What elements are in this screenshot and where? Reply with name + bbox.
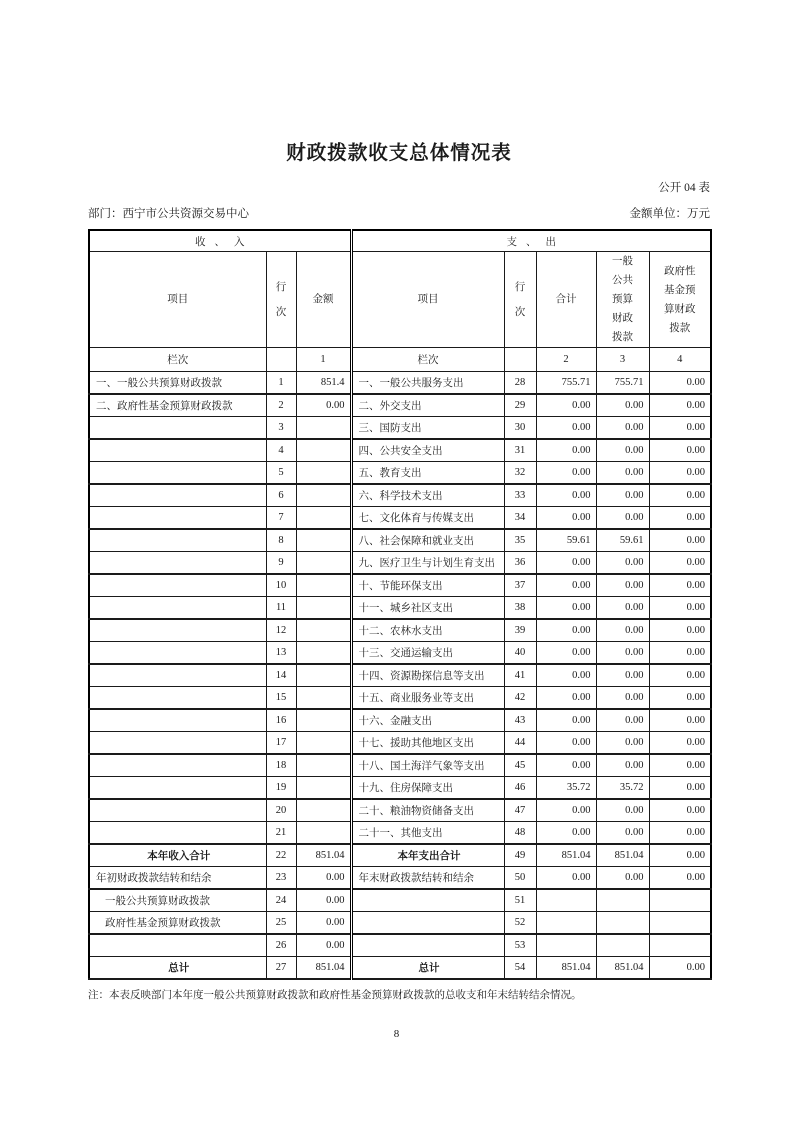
fiscal-appropriation-table	[88, 229, 712, 980]
expenditure-total-cell: 0.00	[536, 574, 596, 597]
expenditure-gov-fund-cell: 0.00	[649, 867, 711, 890]
expenditure-general-budget-cell: 0.00	[596, 394, 649, 417]
income-amount-cell: 0.00	[296, 394, 351, 417]
income-rowno-cell: 25	[266, 912, 296, 935]
income-item-cell	[89, 529, 266, 552]
income-item-cell	[89, 439, 266, 462]
income-rowno-cell: 15	[266, 687, 296, 710]
income-item-cell	[89, 754, 266, 777]
income-rowno-cell: 1	[266, 372, 296, 395]
expenditure-rowno-cell: 36	[504, 552, 536, 575]
expenditure-rowno-cell: 28	[504, 372, 536, 395]
column-header-row	[89, 252, 711, 348]
expenditure-rowno-cell: 52	[504, 912, 536, 935]
income-item-cell: 总计	[89, 957, 266, 980]
income-rowno-cell: 6	[266, 484, 296, 507]
income-item-cell	[89, 732, 266, 755]
income-rowno-cell: 13	[266, 642, 296, 665]
expenditure-rowno-cell: 35	[504, 529, 536, 552]
expenditure-general-budget-cell	[596, 889, 649, 912]
expenditure-total-cell: 59.61	[536, 529, 596, 552]
expenditure-rowno-cell: 32	[504, 462, 536, 485]
amount-unit-label: 金额单位：万元	[629, 208, 710, 220]
expenditure-total-cell	[536, 934, 596, 957]
expenditure-rowno-cell: 44	[504, 732, 536, 755]
expenditure-general-budget-cell: 755.71	[596, 372, 649, 395]
expenditure-general-budget-cell: 0.00	[596, 822, 649, 845]
expenditure-general-budget-cell: 0.00	[596, 552, 649, 575]
income-rowno-cell: 12	[266, 619, 296, 642]
expenditure-item-cell: 十四、资源勘探信息等支出	[351, 664, 504, 687]
income-rowno-cell: 17	[266, 732, 296, 755]
income-item-cell	[89, 462, 266, 485]
expenditure-rowno-cell: 47	[504, 799, 536, 822]
expenditure-item-cell	[351, 934, 504, 957]
income-amount-cell	[296, 754, 351, 777]
table-row	[89, 417, 711, 440]
expenditure-rowno-cell: 51	[504, 889, 536, 912]
expenditure-gov-fund-cell	[649, 912, 711, 935]
income-rowno-cell: 2	[266, 394, 296, 417]
expenditure-gov-fund-cell: 0.00	[649, 439, 711, 462]
expenditure-item-cell: 十七、援助其他地区支出	[351, 732, 504, 755]
expenditure-gov-fund-cell: 0.00	[649, 552, 711, 575]
expenditure-section-header: 支、出	[351, 230, 711, 252]
expenditure-rowno-cell: 43	[504, 709, 536, 732]
expenditure-total-cell: 851.04	[536, 844, 596, 867]
income-amount-cell	[296, 462, 351, 485]
expenditure-item-cell: 二十一、其他支出	[351, 822, 504, 845]
table-row	[89, 754, 711, 777]
expenditure-total-cell: 0.00	[536, 439, 596, 462]
table-row	[89, 394, 711, 417]
expenditure-total-cell: 0.00	[536, 507, 596, 530]
expenditure-gov-fund-cell: 0.00	[649, 619, 711, 642]
table-row	[89, 889, 711, 912]
lanci-general-col-no: 3	[596, 348, 649, 372]
table-body	[89, 372, 711, 980]
expenditure-general-budget-cell: 0.00	[596, 597, 649, 620]
income-item-cell	[89, 597, 266, 620]
table-row	[89, 552, 711, 575]
income-item-cell: 一般公共预算财政拨款	[89, 889, 266, 912]
table-row	[89, 822, 711, 845]
expenditure-total-cell: 0.00	[536, 664, 596, 687]
income-rowno-cell: 9	[266, 552, 296, 575]
income-item-cell: 本年收入合计	[89, 844, 266, 867]
expenditure-gov-fund-cell	[649, 889, 711, 912]
income-rowno-cell: 5	[266, 462, 296, 485]
expenditure-item-cell: 十六、金融支出	[351, 709, 504, 732]
expenditure-total-cell: 0.00	[536, 417, 596, 440]
income-amount-cell	[296, 574, 351, 597]
income-rowno-cell: 7	[266, 507, 296, 530]
income-rowno-cell: 26	[266, 934, 296, 957]
income-section-header: 收、入	[89, 230, 351, 252]
expenditure-general-budget-cell: 0.00	[596, 664, 649, 687]
expenditure-rowno-cell: 37	[504, 574, 536, 597]
expenditure-item-cell: 年末财政拨款结转和结余	[351, 867, 504, 890]
expenditure-item-cell: 十五、商业服务业等支出	[351, 687, 504, 710]
income-item-cell	[89, 799, 266, 822]
col-header-expenditure-total: 合计	[536, 252, 596, 348]
table-code-label: 公开 04 表	[658, 182, 710, 194]
expenditure-item-cell: 十、节能环保支出	[351, 574, 504, 597]
table-row	[89, 642, 711, 665]
income-rowno-cell: 23	[266, 867, 296, 890]
expenditure-item-cell: 五、教育支出	[351, 462, 504, 485]
expenditure-general-budget-cell: 0.00	[596, 619, 649, 642]
lanci-income-col-no: 1	[296, 348, 351, 372]
expenditure-item-cell: 本年支出合计	[351, 844, 504, 867]
income-rowno-cell: 20	[266, 799, 296, 822]
expenditure-total-cell: 0.00	[536, 709, 596, 732]
expenditure-general-budget-cell: 0.00	[596, 687, 649, 710]
income-amount-cell: 0.00	[296, 867, 351, 890]
expenditure-item-cell: 一、一般公共服务支出	[351, 372, 504, 395]
table-row	[89, 372, 711, 395]
expenditure-item-cell: 八、社会保障和就业支出	[351, 529, 504, 552]
expenditure-total-cell: 0.00	[536, 394, 596, 417]
document-content	[88, 137, 710, 1003]
expenditure-total-cell: 0.00	[536, 642, 596, 665]
section-header-row	[89, 230, 711, 252]
income-item-cell: 政府性基金预算财政拨款	[89, 912, 266, 935]
expenditure-total-cell: 755.71	[536, 372, 596, 395]
expenditure-gov-fund-cell: 0.00	[649, 462, 711, 485]
expenditure-gov-fund-cell: 0.00	[649, 574, 711, 597]
table-row	[89, 507, 711, 530]
expenditure-total-cell: 0.00	[536, 484, 596, 507]
income-amount-cell	[296, 664, 351, 687]
table-row	[89, 732, 711, 755]
income-item-cell	[89, 934, 266, 957]
income-amount-cell	[296, 597, 351, 620]
expenditure-item-cell: 二十、粮油物资储备支出	[351, 799, 504, 822]
table-row	[89, 844, 711, 867]
income-amount-cell	[296, 709, 351, 732]
expenditure-general-budget-cell: 0.00	[596, 754, 649, 777]
income-item-cell	[89, 417, 266, 440]
expenditure-rowno-cell: 39	[504, 619, 536, 642]
expenditure-item-cell: 十八、国土海洋气象等支出	[351, 754, 504, 777]
expenditure-general-budget-cell: 851.04	[596, 957, 649, 980]
expenditure-total-cell: 0.00	[536, 462, 596, 485]
expenditure-total-cell: 0.00	[536, 754, 596, 777]
income-amount-cell	[296, 799, 351, 822]
expenditure-gov-fund-cell: 0.00	[649, 507, 711, 530]
income-rowno-cell: 19	[266, 777, 296, 800]
expenditure-total-cell: 0.00	[536, 619, 596, 642]
table-row	[89, 462, 711, 485]
meta-row	[88, 207, 710, 221]
lanci-left-label: 栏次	[89, 348, 266, 372]
income-amount-cell: 0.00	[296, 912, 351, 935]
expenditure-gov-fund-cell: 0.00	[649, 754, 711, 777]
expenditure-general-budget-cell	[596, 912, 649, 935]
expenditure-gov-fund-cell	[649, 934, 711, 957]
expenditure-general-budget-cell: 0.00	[596, 462, 649, 485]
col-header-expenditure-item: 项目	[351, 252, 504, 348]
expenditure-general-budget-cell: 0.00	[596, 799, 649, 822]
expenditure-rowno-cell: 45	[504, 754, 536, 777]
income-rowno-cell: 10	[266, 574, 296, 597]
lanci-fund-col-no: 4	[649, 348, 711, 372]
income-rowno-cell: 22	[266, 844, 296, 867]
income-item-cell: 年初财政拨款结转和结余	[89, 867, 266, 890]
expenditure-general-budget-cell: 0.00	[596, 507, 649, 530]
income-item-cell	[89, 822, 266, 845]
table-row	[89, 574, 711, 597]
expenditure-rowno-cell: 50	[504, 867, 536, 890]
expenditure-general-budget-cell: 0.00	[596, 484, 649, 507]
income-rowno-cell: 11	[266, 597, 296, 620]
page-title: 财政拨款收支总体情况表	[286, 143, 512, 164]
income-rowno-cell: 8	[266, 529, 296, 552]
expenditure-rowno-cell: 30	[504, 417, 536, 440]
income-rowno-cell: 16	[266, 709, 296, 732]
expenditure-general-budget-cell: 0.00	[596, 642, 649, 665]
expenditure-total-cell: 0.00	[536, 552, 596, 575]
expenditure-total-cell: 0.00	[536, 867, 596, 890]
expenditure-item-cell: 三、国防支出	[351, 417, 504, 440]
income-item-cell	[89, 642, 266, 665]
expenditure-gov-fund-cell: 0.00	[649, 732, 711, 755]
column-number-row	[89, 348, 711, 372]
expenditure-general-budget-cell: 59.61	[596, 529, 649, 552]
table-row	[89, 934, 711, 957]
table-row	[89, 912, 711, 935]
expenditure-rowno-cell: 53	[504, 934, 536, 957]
income-amount-cell: 851.04	[296, 844, 351, 867]
lanci-right-label: 栏次	[351, 348, 504, 372]
income-item-cell	[89, 664, 266, 687]
department-label: 部门：西宁市公共资源交易中心	[88, 208, 249, 220]
table-row	[89, 529, 711, 552]
income-amount-cell: 0.00	[296, 934, 351, 957]
expenditure-rowno-cell: 33	[504, 484, 536, 507]
expenditure-gov-fund-cell: 0.00	[649, 664, 711, 687]
expenditure-item-cell: 十二、农林水支出	[351, 619, 504, 642]
income-amount-cell: 851.04	[296, 957, 351, 980]
expenditure-gov-fund-cell: 0.00	[649, 957, 711, 980]
expenditure-rowno-cell: 54	[504, 957, 536, 980]
income-amount-cell	[296, 732, 351, 755]
expenditure-general-budget-cell: 35.72	[596, 777, 649, 800]
income-amount-cell	[296, 439, 351, 462]
expenditure-total-cell: 35.72	[536, 777, 596, 800]
income-item-cell: 一、一般公共预算财政拨款	[89, 372, 266, 395]
income-rowno-cell: 27	[266, 957, 296, 980]
expenditure-general-budget-cell: 0.00	[596, 574, 649, 597]
lanci-right-rowno-blank	[504, 348, 536, 372]
expenditure-item-cell: 九、医疗卫生与计划生育支出	[351, 552, 504, 575]
income-amount-cell	[296, 529, 351, 552]
income-rowno-cell: 18	[266, 754, 296, 777]
income-rowno-cell: 21	[266, 822, 296, 845]
income-item-cell	[89, 777, 266, 800]
table-row	[89, 867, 711, 890]
expenditure-item-cell: 十三、交通运输支出	[351, 642, 504, 665]
col-header-income-item: 项目	[89, 252, 266, 348]
income-amount-cell	[296, 552, 351, 575]
income-rowno-cell: 24	[266, 889, 296, 912]
expenditure-total-cell: 0.00	[536, 822, 596, 845]
table-row	[89, 777, 711, 800]
col-header-income-amount: 金额	[296, 252, 351, 348]
expenditure-total-cell: 0.00	[536, 597, 596, 620]
income-item-cell	[89, 619, 266, 642]
expenditure-general-budget-cell: 851.04	[596, 844, 649, 867]
expenditure-item-cell: 七、文化体育与传媒支出	[351, 507, 504, 530]
expenditure-general-budget-cell: 0.00	[596, 867, 649, 890]
expenditure-gov-fund-cell: 0.00	[649, 372, 711, 395]
expenditure-gov-fund-cell: 0.00	[649, 597, 711, 620]
table-row	[89, 597, 711, 620]
income-amount-cell	[296, 687, 351, 710]
expenditure-item-cell: 四、公共安全支出	[351, 439, 504, 462]
expenditure-item-cell: 十一、城乡社区支出	[351, 597, 504, 620]
expenditure-rowno-cell: 40	[504, 642, 536, 665]
income-rowno-cell: 14	[266, 664, 296, 687]
income-item-cell: 二、政府性基金预算财政拨款	[89, 394, 266, 417]
expenditure-rowno-cell: 38	[504, 597, 536, 620]
table-row	[89, 687, 711, 710]
table-note: 注：本表反映部门本年度一般公共预算财政拨款和政府性基金预算财政拨款的总收支和年末结转结余情况。	[88, 990, 582, 1001]
expenditure-rowno-cell: 42	[504, 687, 536, 710]
table-row	[89, 619, 711, 642]
income-amount-cell	[296, 619, 351, 642]
expenditure-gov-fund-cell: 0.00	[649, 844, 711, 867]
expenditure-general-budget-cell: 0.00	[596, 709, 649, 732]
expenditure-item-cell	[351, 889, 504, 912]
expenditure-rowno-cell: 48	[504, 822, 536, 845]
expenditure-general-budget-cell: 0.00	[596, 439, 649, 462]
expenditure-item-cell: 总计	[351, 957, 504, 980]
income-amount-cell	[296, 417, 351, 440]
table-row	[89, 709, 711, 732]
table-row	[89, 664, 711, 687]
expenditure-gov-fund-cell: 0.00	[649, 417, 711, 440]
col-header-expenditure-rowno: 行次	[504, 252, 536, 348]
expenditure-general-budget-cell	[596, 934, 649, 957]
income-amount-cell	[296, 642, 351, 665]
expenditure-item-cell: 二、外交支出	[351, 394, 504, 417]
income-item-cell	[89, 552, 266, 575]
expenditure-gov-fund-cell: 0.00	[649, 777, 711, 800]
col-header-gov-fund: 政府性基金预算财政拨款	[649, 252, 711, 348]
income-amount-cell	[296, 484, 351, 507]
lanci-total-col-no: 2	[536, 348, 596, 372]
expenditure-total-cell	[536, 912, 596, 935]
expenditure-gov-fund-cell: 0.00	[649, 484, 711, 507]
expenditure-gov-fund-cell: 0.00	[649, 642, 711, 665]
income-item-cell	[89, 709, 266, 732]
table-row	[89, 799, 711, 822]
income-amount-cell: 851.4	[296, 372, 351, 395]
expenditure-rowno-cell: 29	[504, 394, 536, 417]
income-amount-cell	[296, 822, 351, 845]
expenditure-gov-fund-cell: 0.00	[649, 709, 711, 732]
income-item-cell	[89, 687, 266, 710]
expenditure-gov-fund-cell: 0.00	[649, 394, 711, 417]
expenditure-rowno-cell: 41	[504, 664, 536, 687]
income-amount-cell	[296, 507, 351, 530]
lanci-left-rowno-blank	[266, 348, 296, 372]
expenditure-total-cell: 0.00	[536, 799, 596, 822]
income-rowno-cell: 4	[266, 439, 296, 462]
expenditure-gov-fund-cell: 0.00	[649, 529, 711, 552]
table-row	[89, 484, 711, 507]
income-item-cell	[89, 484, 266, 507]
expenditure-item-cell	[351, 912, 504, 935]
expenditure-total-cell: 851.04	[536, 957, 596, 980]
table-row	[89, 957, 711, 980]
expenditure-gov-fund-cell: 0.00	[649, 822, 711, 845]
expenditure-gov-fund-cell: 0.00	[649, 799, 711, 822]
expenditure-item-cell: 十九、住房保障支出	[351, 777, 504, 800]
expenditure-gov-fund-cell: 0.00	[649, 687, 711, 710]
income-rowno-cell: 3	[266, 417, 296, 440]
col-header-general-budget: 一般公共预算财政拨款	[596, 252, 649, 348]
page-number: 8	[393, 1028, 400, 1040]
income-item-cell	[89, 507, 266, 530]
expenditure-rowno-cell: 49	[504, 844, 536, 867]
income-amount-cell: 0.00	[296, 889, 351, 912]
expenditure-item-cell: 六、科学技术支出	[351, 484, 504, 507]
expenditure-total-cell: 0.00	[536, 732, 596, 755]
expenditure-rowno-cell: 34	[504, 507, 536, 530]
expenditure-rowno-cell: 31	[504, 439, 536, 462]
expenditure-total-cell: 0.00	[536, 687, 596, 710]
expenditure-general-budget-cell: 0.00	[596, 417, 649, 440]
expenditure-rowno-cell: 46	[504, 777, 536, 800]
income-amount-cell	[296, 777, 351, 800]
table-row	[89, 439, 711, 462]
expenditure-total-cell	[536, 889, 596, 912]
col-header-income-rowno: 行次	[266, 252, 296, 348]
expenditure-general-budget-cell: 0.00	[596, 732, 649, 755]
income-item-cell	[89, 574, 266, 597]
